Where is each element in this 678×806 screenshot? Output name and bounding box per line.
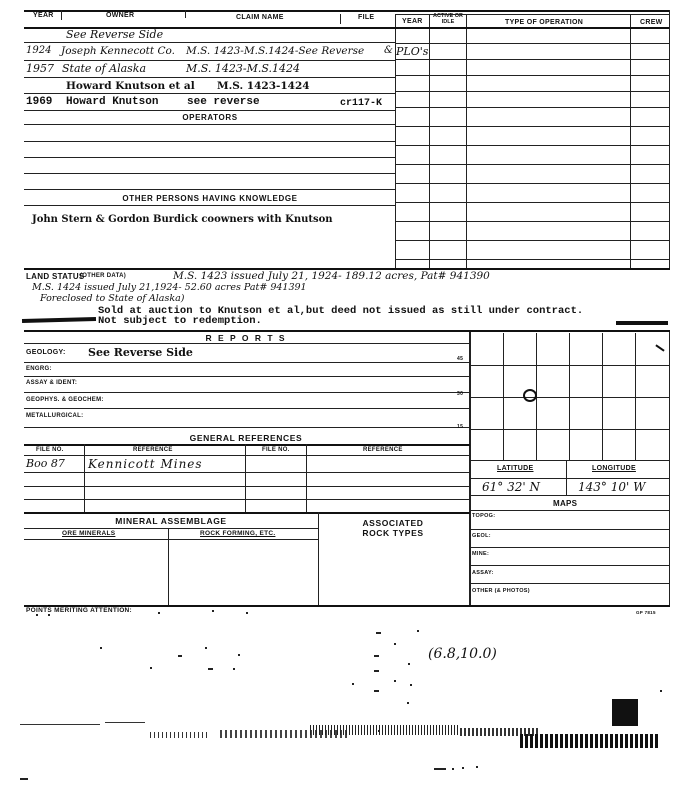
geology-value: See Reverse Side: [88, 346, 193, 359]
land-status-label: LAND STATUS: [26, 272, 85, 281]
latitude-value: 61° 32' N: [482, 480, 540, 494]
longitude-label: LONGITUDE: [592, 465, 636, 472]
other-persons-title: OTHER PERSONS HAVING KNOWLEDGE: [122, 194, 298, 203]
owner-row-3-owner: State of Alaska: [62, 62, 147, 75]
assay-ident-label: ASSAY & IDENT:: [26, 380, 78, 386]
year2-header: YEAR: [402, 18, 423, 25]
active-idle-header: ACTIVE OR IDLE: [433, 13, 463, 25]
form-number: GP 7815: [636, 610, 656, 615]
ref-file-no-header: FILE NO.: [36, 447, 64, 453]
ref-reference2-header: REFERENCE: [363, 447, 403, 453]
maps-assay-label: ASSAY:: [472, 570, 494, 576]
owner-row-2-year2: PLO's: [396, 45, 429, 58]
land-status-line-3: Foreclosed to State of Alaska): [40, 293, 185, 304]
ref-row-1-file-no: Boo 87: [26, 457, 65, 470]
land-status-line-2: M.S. 1424 issued July 21,1924- 52.60 acres Pat# 941391: [32, 282, 307, 293]
owner-row-4-owner: Howard Knutson et al: [66, 80, 195, 92]
engrg-label: ENGRG:: [26, 366, 52, 372]
year-header: YEAR: [33, 12, 54, 19]
ref-reference-header: REFERENCE: [133, 447, 173, 453]
maps-mine-label: MINE:: [472, 551, 490, 557]
geophys-geochem-label: GEOPHYS. & GEOCHEM:: [26, 397, 104, 403]
grid-number-30: 30: [457, 391, 464, 397]
owner-row-5-owner: Howard Knutson: [66, 96, 159, 108]
land-status-label-small: (OTHER DATA): [80, 273, 127, 279]
location-marker-icon: [523, 389, 537, 402]
rock-types-label: ROCK TYPES: [362, 528, 424, 538]
coordinate-note: (6.8,10.0): [428, 646, 497, 662]
owner-row-5-file: cr117-K: [340, 98, 383, 109]
owner-row-3-year: 1957: [26, 62, 54, 75]
land-status-line-1: M.S. 1423 issued July 21, 1924- 189.12 acres, Pat# 941390: [173, 270, 490, 282]
owner-header: OWNER: [106, 12, 135, 19]
mineral-assemblage-title: MINERAL ASSEMBLAGE: [115, 516, 227, 526]
owner-row-5-year: 1969: [26, 96, 53, 108]
reports-title: R E P O R T S: [205, 333, 287, 343]
grid-number-45: 45: [457, 356, 464, 362]
owner-row-2-year: 1924: [26, 45, 52, 56]
associated-label: ASSOCIATED: [362, 518, 424, 528]
ref-row-1-reference: Kennicott Mines: [88, 457, 203, 471]
owner-row-2-claim: M.S. 1423-M.S.1424-See Reverse: [186, 45, 365, 57]
longitude-value: 143° 10' W: [578, 480, 646, 494]
land-status-line-4: Sold at auction to Knutson et al,but deed not issued as still under contract.: [98, 305, 584, 317]
operators-title: OPERATORS: [182, 113, 238, 122]
owner-row-5-claim: see reverse: [187, 96, 260, 108]
other-persons-text: John Stern & Gordon Burdick coowners with Knutson: [32, 214, 333, 225]
type-of-operation-header: TYPE OF OPERATION: [505, 19, 584, 26]
general-references-title: GENERAL REFERENCES: [189, 433, 303, 443]
owner-row-2-file: &: [384, 45, 393, 56]
scan-noise-band: [20, 722, 660, 752]
owner-row-1: See Reverse Side: [66, 28, 164, 41]
maps-geol-label: GEOL:: [472, 533, 491, 539]
maps-topog-label: TOPOG:: [472, 513, 496, 519]
redaction-mark-right: [616, 321, 668, 325]
ref-file-no2-header: FILE NO.: [262, 447, 290, 453]
file-header: FILE: [358, 14, 375, 21]
maps-other-label: OTHER (& PHOTOS): [472, 588, 530, 594]
owner-row-3-claim: M.S. 1423-M.S.1424: [186, 62, 301, 75]
corner-mark: [655, 344, 664, 351]
redaction-mark: [22, 317, 96, 323]
maps-title: MAPS: [553, 499, 578, 508]
crew-header: CREW: [640, 19, 663, 26]
grid-number-15: 15: [457, 424, 464, 430]
owner-row-2-owner: Joseph Kennecott Co.: [61, 45, 175, 57]
ore-minerals-header: ORE MINERALS: [62, 530, 116, 537]
location-grid: [471, 333, 669, 460]
claim-name-header: CLAIM NAME: [236, 14, 284, 21]
geology-label: GEOLOGY:: [26, 349, 66, 356]
rock-forming-header: ROCK FORMING, ETC.: [200, 530, 276, 537]
latitude-label: LATITUDE: [497, 465, 534, 472]
owner-row-4-claim: M.S. 1423-1424: [217, 80, 310, 92]
metallurgical-label: METALLURGICAL:: [26, 413, 84, 419]
land-status-line-5: Not subject to redemption.: [98, 315, 262, 327]
points-meriting-attention-label: POINTS MERITING ATTENTION:: [26, 607, 133, 614]
